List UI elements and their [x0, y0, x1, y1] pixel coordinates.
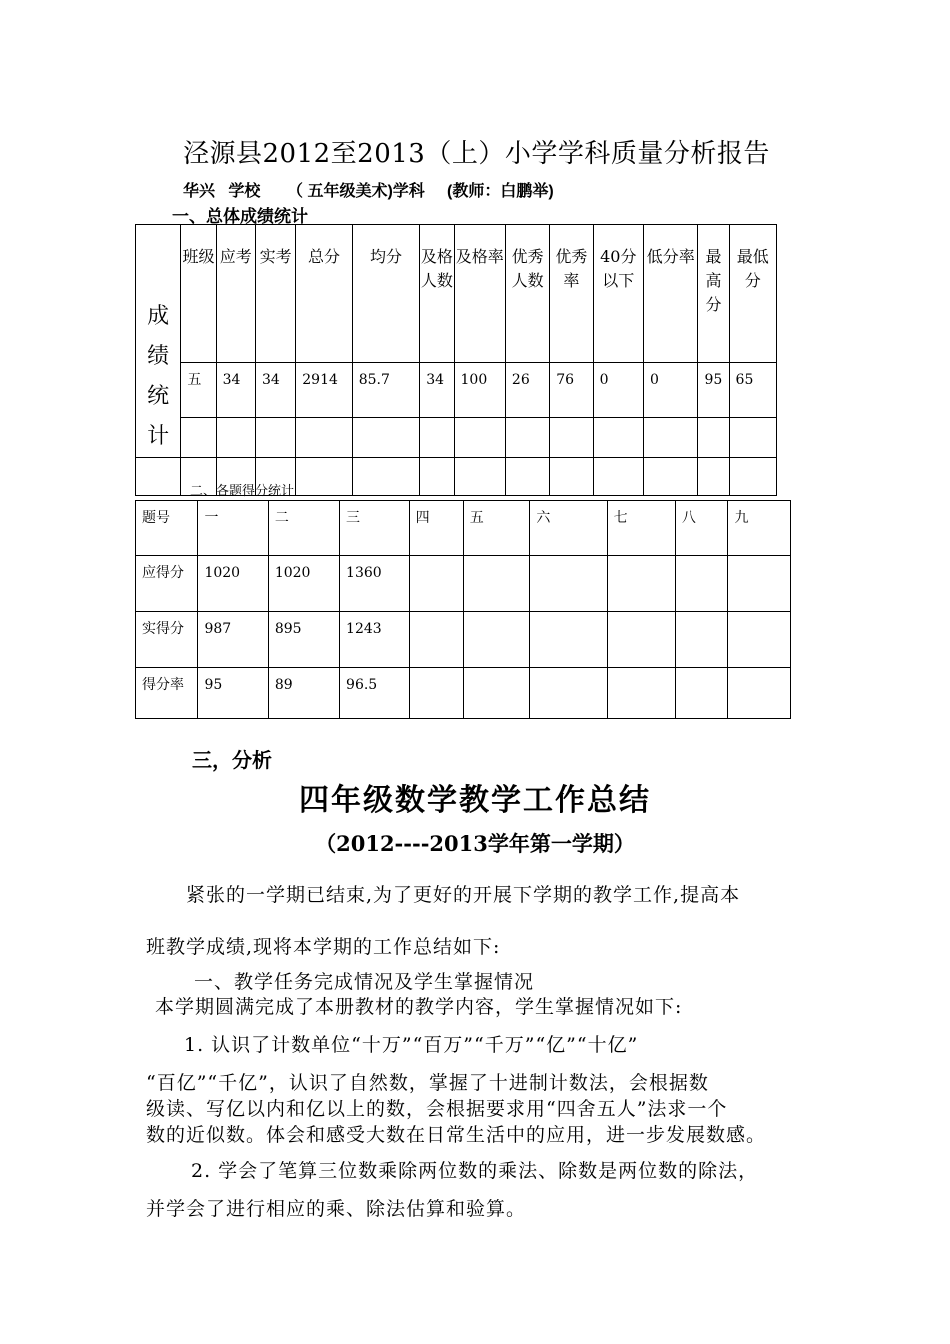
header-cell: 八 [675, 501, 728, 556]
data-cell: 34 [216, 363, 255, 418]
data-cell: 1360 [340, 556, 410, 612]
empty-cell [505, 418, 549, 458]
header-cell: 实考 [255, 225, 295, 363]
empty-cell [296, 418, 352, 458]
empty-cell [644, 418, 698, 458]
report-title: 泾源县2012至2013（上）小学学科质量分析报告 [183, 139, 770, 169]
data-cell: 34 [420, 363, 454, 418]
data-cell: 95 [698, 363, 729, 418]
empty-cell [675, 556, 728, 612]
paragraph-line: 数的近似数。体会和感受大数在日常生活中的应用，进一步发展数感。 [146, 1124, 767, 1146]
header-cell: 班级 [181, 225, 216, 363]
header-cell: 二 [268, 501, 339, 556]
data-cell: 34 [255, 363, 295, 418]
empty-cell [463, 612, 530, 668]
header-cell: 及格人数 [420, 225, 454, 363]
side-label-char: 绩 [147, 344, 170, 369]
paragraph-line: “百亿”“千亿”，认识了自然数，掌握了十进制计数法，会根据数 [146, 1072, 709, 1094]
empty-cell [530, 668, 607, 719]
header-cell: 总分 [296, 225, 352, 363]
empty-cell [181, 418, 216, 458]
row-label: 实得分 [136, 612, 198, 668]
header-cell: 五 [463, 501, 530, 556]
side-label-cell [136, 225, 181, 458]
data-cell: 26 [505, 363, 549, 418]
data-cell: 五 [181, 363, 216, 418]
header-cell: 均分 [352, 225, 420, 363]
data-cell: 65 [729, 363, 776, 418]
header-cell: 40分以下 [593, 225, 643, 363]
paragraph-line: 紧张的一学期已结束,为了更好的开展下学期的教学工作,提高本 [186, 884, 741, 906]
empty-cell [729, 418, 776, 458]
data-cell: 89 [268, 668, 339, 719]
empty-cell [698, 458, 729, 496]
header-cell: 及格率 [454, 225, 505, 363]
header-cell: 一 [198, 501, 268, 556]
section-heading-3: 三，分析 [192, 748, 272, 772]
empty-cell [420, 458, 454, 496]
empty-cell [463, 556, 530, 612]
empty-cell [420, 418, 454, 458]
empty-cell [644, 458, 698, 496]
empty-cell [255, 418, 295, 458]
empty-cell [593, 418, 643, 458]
data-cell: 0 [644, 363, 698, 418]
paragraph-line: 一、教学任务完成情况及学生掌握情况 [194, 971, 535, 993]
report-subheading: 华兴 学校 （ 五年级美术)学科 (教师：白鹏举) [183, 183, 554, 200]
empty-cell [296, 458, 352, 496]
header-cell: 最低分 [729, 225, 776, 363]
header-cell: 四 [409, 501, 463, 556]
data-cell: 1020 [268, 556, 339, 612]
empty-cell [136, 458, 181, 496]
empty-cell [352, 458, 420, 496]
header-cell: 低分率 [644, 225, 698, 363]
empty-cell [409, 668, 463, 719]
data-cell: 0 [593, 363, 643, 418]
empty-cell [550, 418, 593, 458]
empty-cell [216, 418, 255, 458]
data-cell: 895 [268, 612, 339, 668]
overall-score-table [135, 224, 777, 496]
data-cell: 95 [198, 668, 268, 719]
empty-cell [409, 556, 463, 612]
empty-cell [675, 612, 728, 668]
header-cell: 最高分 [698, 225, 729, 363]
data-cell: 96.5 [340, 668, 410, 719]
empty-cell [463, 668, 530, 719]
paragraph-line: 级读、写亿以内和亿以上的数，会根据要求用“四舍五人”法求一个 [146, 1098, 728, 1120]
paragraph-line: 并学会了进行相应的乘、除法估算和验算。 [146, 1198, 527, 1220]
data-cell: 987 [198, 612, 268, 668]
empty-cell [505, 458, 549, 496]
summary-title: 四年级数学教学工作总结 [299, 783, 651, 818]
data-cell: 1020 [198, 556, 268, 612]
empty-cell [530, 612, 607, 668]
empty-cell [409, 612, 463, 668]
side-label-char: 统 [147, 384, 170, 409]
row-label: 应得分 [136, 556, 198, 612]
empty-cell [728, 612, 791, 668]
empty-cell [607, 556, 675, 612]
empty-cell [530, 556, 607, 612]
data-cell: 2914 [296, 363, 352, 418]
data-cell: 1243 [340, 612, 410, 668]
question-score-table [135, 500, 791, 719]
header-cell: 题号 [136, 501, 198, 556]
paragraph-line: 本学期圆满完成了本册教材的教学内容，学生掌握情况如下: [155, 996, 683, 1018]
data-cell: 85.7 [352, 363, 420, 418]
section-heading-2: 二、各题得分统计 [190, 484, 295, 499]
paragraph-line: 2. 学会了笔算三位数乘除两位数的乘法、除数是两位数的除法， [191, 1160, 759, 1182]
data-cell: 76 [550, 363, 593, 418]
header-cell: 优秀人数 [505, 225, 549, 363]
empty-cell [593, 458, 643, 496]
section-heading-1: 一、总体成绩统计 [172, 207, 308, 226]
row-label: 得分率 [136, 668, 198, 719]
empty-cell [698, 418, 729, 458]
header-cell: 优秀率 [550, 225, 593, 363]
empty-cell [675, 668, 728, 719]
header-cell: 三 [340, 501, 410, 556]
data-cell: 100 [454, 363, 505, 418]
header-cell: 九 [728, 501, 791, 556]
header-cell: 应考 [216, 225, 255, 363]
empty-cell [454, 418, 505, 458]
empty-cell [607, 612, 675, 668]
empty-cell [728, 668, 791, 719]
empty-cell [454, 458, 505, 496]
paragraph-line: 1. 认识了计数单位“十万”“百万”“千万”“亿”“十亿” [184, 1034, 639, 1056]
side-label-char: 计 [147, 424, 170, 449]
empty-cell [728, 556, 791, 612]
empty-cell [607, 668, 675, 719]
empty-cell [729, 458, 776, 496]
summary-subtitle: （2012----2013学年第一学期） [315, 831, 635, 856]
empty-cell [352, 418, 420, 458]
paragraph-line: 班教学成绩,现将本学期的工作总结如下: [146, 936, 501, 958]
header-cell: 六 [530, 501, 607, 556]
header-cell: 七 [607, 501, 675, 556]
empty-cell [550, 458, 593, 496]
side-label-char: 成 [147, 304, 170, 329]
